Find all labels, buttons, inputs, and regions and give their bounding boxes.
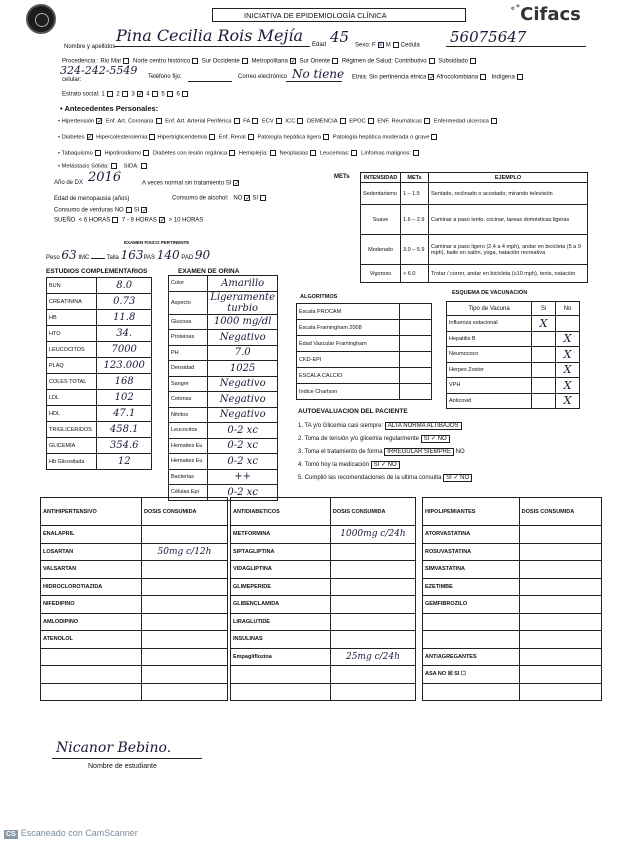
table-row [297, 384, 432, 400]
form-page [32, 6, 612, 812]
alcohol-field[interactable]: Consumo de alcohol: NO ✓ SI [172, 195, 268, 203]
antidiabeticos-table [230, 497, 416, 701]
cell-label: ENALAPRIL [41, 526, 142, 544]
scanner-footer [4, 828, 138, 839]
autoeval-item-5[interactable]: 5. Cumplió las recomendaciones de la ultima consulta SI ✓ NO [298, 475, 472, 482]
table-row [41, 666, 228, 684]
telefono-label: Teléfono fijo: [148, 74, 182, 80]
cell-value[interactable]: 0-2 xc [208, 454, 278, 470]
cell-label: ANTIDIABETICOS [231, 498, 331, 526]
autoeval-item-2[interactable]: 2. Toma de tensión y/o glicemia regularmente SI ✓ NO [298, 436, 450, 443]
sex-field[interactable]: Sexo: F × M Cedula [355, 42, 420, 49]
normal-treatment[interactable]: A veces normal sin tratamiento SI ✓ [142, 180, 240, 187]
cell-label [423, 613, 520, 631]
etnia-row[interactable]: Etnia: Sin pertinencia étnica ✓ Afrocolombiana Indígena [352, 74, 525, 82]
table-row [41, 596, 228, 614]
dx-year[interactable]: 2016 [88, 170, 122, 185]
table-row [169, 469, 278, 485]
cell-value[interactable] [519, 526, 601, 544]
table-row [47, 358, 152, 374]
table-row [169, 314, 278, 330]
name-label: Nombre y apellidos [64, 44, 116, 50]
cell-value[interactable] [141, 613, 227, 631]
cell-value[interactable]: 0-2 xc [208, 423, 278, 439]
table-row [423, 596, 602, 614]
cell-label [41, 683, 142, 701]
cell-label: ASA NO ☒ SI ☐ [423, 666, 520, 684]
cell-label: Indice Charlson [297, 384, 400, 400]
table-row [231, 596, 416, 614]
email-label: Correo electrónico [238, 74, 288, 80]
table-row [231, 631, 416, 649]
cell-label: Células Epi [169, 485, 208, 501]
table-row [169, 276, 278, 292]
cell-value[interactable] [141, 561, 227, 579]
cell-value[interactable] [141, 666, 227, 684]
cell-value[interactable] [399, 368, 431, 384]
estudios-title: ESTUDIOS COMPLEMENTARIOS [46, 268, 148, 275]
cell-value[interactable] [519, 596, 601, 614]
hipolipemiantes-table [422, 497, 602, 701]
table-row [447, 347, 580, 363]
cell-value[interactable]: 25mg c/24h [330, 648, 415, 666]
antecedentes-row3[interactable]: • Tabaquismo Hipotiroidismo Diabetes con lesión orgánica Hemiplejía: Neoplasias Leucemias: Linfomas malignos: [58, 150, 421, 158]
cell-label: Bacterias [169, 469, 208, 485]
vacunacion-title: ESQUEMA DE VACUNACIÓN [452, 290, 528, 296]
table-row [47, 406, 152, 422]
cell-value[interactable]: X [556, 331, 580, 347]
table-row [423, 648, 602, 666]
cell-value[interactable] [141, 648, 227, 666]
autoeval-item-4[interactable]: 4. Tomó hoy la medicación SI ✓ NO [298, 462, 400, 469]
cell-label: VALSARTAN [41, 561, 142, 579]
cell-value[interactable] [399, 352, 431, 368]
celular-label: celular: [62, 77, 82, 83]
cell-label: HTO [47, 326, 97, 342]
table-row [47, 294, 152, 310]
cell-label: Glucosa [169, 314, 208, 330]
cell-value[interactable] [330, 683, 415, 701]
table-row [41, 543, 228, 561]
cell-value[interactable] [141, 578, 227, 596]
table-row [47, 342, 152, 358]
cell-label: EZETIMBE [423, 578, 520, 596]
cell-label: Hepatitis B [447, 331, 532, 347]
table-row [47, 278, 152, 294]
cell-label: GLIBENCLAMIDA [231, 596, 331, 614]
cell-label: METFORMINA [231, 526, 331, 544]
cell-label: TRIGLICERIDOS [47, 422, 97, 438]
sueno-field[interactable]: SUEÑO < 6 HORAS 7 - 9 HORAS ✓ > 10 HORAS [54, 217, 204, 224]
student-label: Nombre de estudiante [88, 763, 157, 770]
table-row [41, 613, 228, 631]
university-seal [26, 4, 56, 34]
cell-label: LEUCOCITOS [47, 342, 97, 358]
cell-value[interactable]: Negativo [208, 330, 278, 346]
cell-value[interactable] [330, 631, 415, 649]
cell-label: COLES TOTAL [47, 374, 97, 390]
cell-label: Aspecto [169, 291, 208, 314]
table-row [231, 648, 416, 666]
table-row [169, 291, 278, 314]
verduras-field[interactable]: Consumo de verduras NO SI ✓ [54, 207, 148, 214]
cell-value[interactable] [556, 316, 580, 332]
cell-label: Hb Glicosilada [47, 454, 97, 470]
cell-value[interactable]: Ligeramente turbio [208, 291, 278, 314]
camscanner-badge: CS [6, 831, 16, 838]
cell-label: Anticovid [447, 393, 532, 409]
cell-label: Influenza estacional [447, 316, 532, 332]
table-row [41, 631, 228, 649]
cedula-value[interactable]: 56075647 [450, 28, 527, 46]
algoritmos-title: ALGORITMOS [300, 294, 338, 300]
table-row [297, 304, 432, 320]
table-row [41, 526, 228, 544]
table-row [423, 666, 602, 684]
student-signature[interactable]: Nicanor Bebino. [56, 740, 172, 756]
cell-label: Herpes Zoster [447, 362, 532, 378]
cell-value[interactable]: 7.0 [208, 345, 278, 361]
algoritmos-table [296, 303, 432, 400]
cell-label: PH [169, 345, 208, 361]
form-title: INICIATIVA DE EPIDEMIOLOGÍA CLÍNICA [244, 11, 387, 20]
cell-label: GLIMEPERIDE [231, 578, 331, 596]
table-row [231, 526, 416, 544]
cell-label: SIMVASTATINA [423, 561, 520, 579]
cell-label: Sangre [169, 376, 208, 392]
cell-value[interactable] [519, 561, 601, 579]
cell-label: Densidad [169, 361, 208, 377]
cell-label: Escala PROCAM [297, 304, 400, 320]
cell-label: ESCALA CALCIO [297, 368, 400, 384]
cell-value[interactable]: 123.000 [97, 358, 152, 374]
cell-value[interactable] [141, 683, 227, 701]
cell-value[interactable]: 34. [97, 326, 152, 342]
table-row [423, 631, 602, 649]
cell-value[interactable] [330, 666, 415, 684]
cell-label: NIFEDIPINO [41, 596, 142, 614]
cell-value[interactable] [519, 613, 601, 631]
table-row [41, 648, 228, 666]
autoeval-item-1[interactable]: 1. TA y/o Glicemia casi siempre: ALTA NORMA ALTIBAJOS [298, 423, 462, 430]
autoeval-item-3[interactable]: 3. Toma el tratamiento de forma IRREGULAR SIEMPRE NO [298, 449, 465, 455]
cell-value[interactable]: 12 [97, 454, 152, 470]
mets-table: INTENSIDAD METs EJEMPLO Sedentarismo 1 – 1.5 Sentado, reclinado o acostado; mirando televisión Suave 1.6 – 2.9 Caminar a paso lento, cocinar, tareas domésticas ligeras Moderado 3.0 – 5.9 Caminar a paso ligero (2,4 a 4 mph), andar en bicicleta (5 a 9 mph), baile en salón, yoga, natación recreativa Vigoroso > 6.0 Trotar / correr, andar en bicicleta (≥10 mph), tenis, natación [360, 172, 588, 283]
cell-label [423, 631, 520, 649]
cell-label: DOSIS CONSUMIDA [519, 498, 601, 526]
table-row [423, 613, 602, 631]
table-row [297, 368, 432, 384]
cell-value[interactable]: 8.0 [97, 278, 152, 294]
cell-label: VIDAGLIPTINA [231, 561, 331, 579]
cell-label: GEMFIBROZILO [423, 596, 520, 614]
mets-title: METs [334, 174, 350, 180]
cell-label: ROSUVASTATINA [423, 543, 520, 561]
cell-value[interactable]: 11.8 [97, 310, 152, 326]
cell-value[interactable] [399, 320, 431, 336]
cell-label: ANTIHIPERTENSIVO [41, 498, 142, 526]
cell-value[interactable]: 1000mg c/24h [330, 526, 415, 544]
cell-value[interactable] [330, 561, 415, 579]
cell-label: Hematies Eu [169, 438, 208, 454]
cell-value[interactable] [532, 378, 556, 394]
antecedentes-row1[interactable]: • Hipertensión ✓ Enf. Art. Coronaria Enf. Art. Arterial Periférica FA ECV ICC DEMENCIA EPOC ENF. Reumáticas Enfermedad ulcerosa [58, 118, 499, 126]
cell-label: ANTIAGREGANTES [423, 648, 520, 666]
table-row [47, 390, 152, 406]
table-row [47, 374, 152, 390]
table-row [41, 683, 228, 701]
cell-value[interactable]: Negativo [208, 376, 278, 392]
cell-label: DOSIS CONSUMIDA [330, 498, 415, 526]
table-row [297, 336, 432, 352]
antihipertensivo-table [40, 497, 228, 701]
cell-label: LDL [47, 390, 97, 406]
table-row [423, 683, 602, 701]
cell-value[interactable]: 50mg c/12h [141, 543, 227, 561]
dx-label: Año de DX [54, 180, 84, 186]
cell-value[interactable] [330, 578, 415, 596]
estudios-table [46, 277, 152, 470]
menopausia-label: Edad de menopausia (años) [54, 196, 130, 202]
age-label: Edad [312, 42, 327, 48]
cell-value[interactable] [519, 666, 601, 684]
cell-value[interactable]: 0-2 xc [208, 438, 278, 454]
cell-value[interactable]: 102 [97, 390, 152, 406]
cell-label: No [556, 302, 580, 316]
table-row [169, 438, 278, 454]
cell-value[interactable] [532, 347, 556, 363]
table-row [231, 683, 416, 701]
cell-label: CREATININA [47, 294, 97, 310]
table-row [423, 561, 602, 579]
patient-age[interactable]: 45 [330, 28, 350, 46]
cell-label: Nitritos [169, 407, 208, 423]
table-row [231, 561, 416, 579]
table-row [423, 543, 602, 561]
table-row [423, 578, 602, 596]
cell-value[interactable]: X [532, 316, 556, 332]
cell-label: ATENOLOL [41, 631, 142, 649]
cell-value[interactable] [330, 613, 415, 631]
cell-label: AMLODIPINO [41, 613, 142, 631]
cell-label: INSULINAS [231, 631, 331, 649]
table-row [47, 422, 152, 438]
cell-label: Neumococo [447, 347, 532, 363]
cell-label [41, 648, 142, 666]
vacunacion-table [446, 301, 580, 409]
table-row [47, 438, 152, 454]
orina-title: EXAMEN DE ORINA [178, 268, 240, 275]
cell-value[interactable]: 0-2 xc [208, 485, 278, 501]
antecedentes-row2[interactable]: • Diabetes ✓ Hipercolesterolemia Hipertrigliceridemia Enf. Renal Patología hepática ligera Patología hepática moderada o grave [58, 134, 439, 142]
cell-label: HIDROCLOROTIAZIDA [41, 578, 142, 596]
cell-value[interactable]: X [556, 393, 580, 409]
cell-value[interactable] [399, 384, 431, 400]
cell-value[interactable] [532, 362, 556, 378]
cell-label: Escala Framingham 2008 [297, 320, 400, 336]
cell-label: Cetonas [169, 392, 208, 408]
cell-label: ATORVASTATINA [423, 526, 520, 544]
table-row [297, 352, 432, 368]
cell-value[interactable]: 7000 [97, 342, 152, 358]
table-row [169, 423, 278, 439]
table-row [231, 578, 416, 596]
table-row [447, 331, 580, 347]
procedencia-row[interactable]: Procedencia : Rio Mar Norte centro histórico Sur Occidente Metropolitana ✓ Sur Oriente Régimen de Salud: Contributivo Subsidiado [62, 58, 478, 66]
estrato-row[interactable]: Estrato social: 1 2 3 ✓ 4 5 6 [62, 91, 190, 99]
autoeval-title: AUTOEVALUACION DEL PACIENTE [298, 408, 408, 415]
table-row [47, 310, 152, 326]
cell-value[interactable]: 168 [97, 374, 152, 390]
celular-value[interactable]: 324-242-5549 [60, 64, 138, 77]
antecedentes-row4[interactable]: • Metástasis Sólida: SIDA: [58, 163, 149, 171]
cell-label: Empagliflozina [231, 648, 331, 666]
cell-label: HDL [47, 406, 97, 422]
cell-value[interactable]: 47.1 [97, 406, 152, 422]
table-row [169, 330, 278, 346]
examen-fisico-title: EXAMEN FISICO PERTINENTE [124, 240, 190, 245]
cell-value[interactable]: Negativo [208, 392, 278, 408]
cell-label: SIPTAGLIPTINA [231, 543, 331, 561]
cell-value[interactable] [330, 596, 415, 614]
cell-label: Edad Vascular Framingham [297, 336, 400, 352]
cell-label: Leucocitos [169, 423, 208, 439]
cell-value[interactable]: 0.73 [97, 294, 152, 310]
cell-value[interactable]: 1025 [208, 361, 278, 377]
cell-label [423, 683, 520, 701]
table-row [169, 407, 278, 423]
cell-value[interactable] [519, 543, 601, 561]
table-row [231, 613, 416, 631]
cell-value[interactable] [141, 596, 227, 614]
cell-value[interactable] [330, 543, 415, 561]
orina-table [168, 275, 278, 501]
table-row [47, 326, 152, 342]
cell-label: LIRAGLUTIDE [231, 613, 331, 631]
table-row [297, 320, 432, 336]
cell-label: LOSARTAN [41, 543, 142, 561]
table-row [169, 392, 278, 408]
cell-label: BUN [47, 278, 97, 294]
cell-value[interactable]: 1000 mg/dl [208, 314, 278, 330]
cell-value[interactable]: 458.1 [97, 422, 152, 438]
antecedentes-title: • Antecedentes Personales: [60, 104, 159, 113]
cell-label: VPH [447, 378, 532, 394]
cell-label: CKD-EPI [297, 352, 400, 368]
table-row [169, 376, 278, 392]
cell-value[interactable] [141, 526, 227, 544]
cell-label: Si [532, 302, 556, 316]
email-value[interactable]: No tiene [292, 67, 345, 81]
cell-label: Color [169, 276, 208, 292]
table-row [447, 378, 580, 394]
cell-label: Hematies Eu [169, 454, 208, 470]
cell-label: Tipo de Vacuna [447, 302, 532, 316]
table-row [231, 543, 416, 561]
cell-label: DOSIS CONSUMIDA [141, 498, 227, 526]
table-row [447, 393, 580, 409]
cell-value[interactable] [141, 631, 227, 649]
examen-fisico-row[interactable]: Peso 63 IMC Talla 163PAS 140 PAD 90 [46, 248, 211, 262]
table-row [41, 578, 228, 596]
table-row [47, 454, 152, 470]
table-row [169, 361, 278, 377]
cell-value[interactable] [519, 578, 601, 596]
cell-label: HB [47, 310, 97, 326]
cell-value[interactable] [532, 331, 556, 347]
cell-label [231, 666, 331, 684]
cell-value[interactable]: ++ [208, 469, 278, 485]
cifacs-logo: ∘°Cifacs [510, 4, 581, 25]
cell-value[interactable]: X [556, 347, 580, 363]
cell-label: GLICEMIA [47, 438, 97, 454]
cell-label [231, 683, 331, 701]
cell-value[interactable]: Amarillo [208, 276, 278, 292]
cell-value[interactable] [519, 683, 601, 701]
table-row [41, 561, 228, 579]
cell-value[interactable] [532, 393, 556, 409]
cell-label: PLAQ [47, 358, 97, 374]
cell-value[interactable] [519, 648, 601, 666]
cell-value[interactable]: X [556, 362, 580, 378]
cell-value[interactable] [519, 631, 601, 649]
table-row [423, 526, 602, 544]
patient-name[interactable]: Pina Cecilia Rois Mejía [116, 26, 304, 45]
table-row [169, 345, 278, 361]
cell-value[interactable]: Negativo [208, 407, 278, 423]
cell-value[interactable]: 354.6 [97, 438, 152, 454]
table-row [447, 362, 580, 378]
table-row [169, 454, 278, 470]
cell-label: Proteinas [169, 330, 208, 346]
cell-value[interactable] [399, 304, 431, 320]
cell-label: HIPOLIPEMIANTES [423, 498, 520, 526]
cell-label [41, 666, 142, 684]
cell-value[interactable] [399, 336, 431, 352]
cell-value[interactable]: X [556, 378, 580, 394]
table-row [231, 666, 416, 684]
table-row [447, 316, 580, 332]
camscanner-text: Escaneado con CamScanner [20, 828, 138, 838]
